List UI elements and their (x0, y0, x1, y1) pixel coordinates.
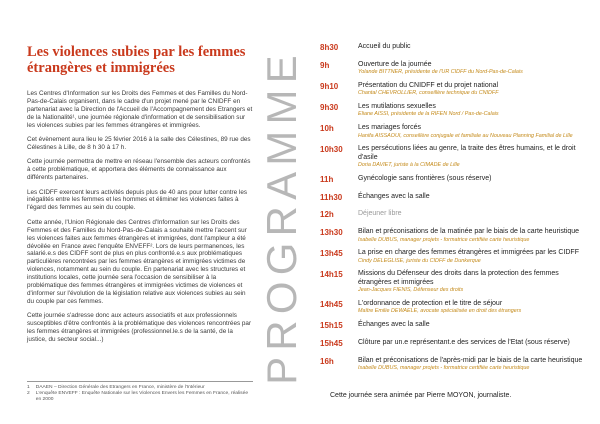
schedule-time: 15h45 (320, 338, 343, 348)
schedule-title: Bilan et préconisations de la matinée par le biais de la carte heuristique (358, 228, 580, 236)
schedule-time: 10h (320, 124, 334, 134)
schedule-speaker: Hanifa AISSAOUI, conseillère conjugale et familiale au Nouveau Planning Familial de Lille (358, 132, 573, 139)
schedule-time: 11h (320, 175, 334, 185)
intro-column (27, 44, 253, 350)
schedule-title: Accueil du public (358, 43, 411, 50)
page-title: Les violences subies par les femmes étrangères et immigrées (27, 44, 246, 76)
schedule-body (358, 124, 590, 139)
schedule-item (320, 175, 590, 185)
schedule-body (358, 300, 590, 315)
schedule-body (358, 175, 590, 185)
schedule-time: 14h45 (320, 300, 343, 310)
schedule-item (320, 61, 590, 76)
schedule-item (320, 357, 590, 372)
schedule-title: Gynécologie sans frontières (sous réserve) (358, 175, 492, 183)
schedule-body (358, 321, 590, 331)
schedule-speaker: Isabelle DUBUS, manager projets - formatrice certifiée carte heuristique (358, 236, 530, 243)
schedule-title: La prise en charge des femmes étrangères et immigrées par les CIDFF (358, 249, 579, 257)
schedule-item (320, 270, 590, 293)
schedule-speaker: Maître Emilie DEWAELE, avocate spécialisée en droit des étrangers (358, 308, 522, 315)
intro-paragraph: Cet évènement aura lieu le 25 février 2016 à la salle des Célestines, 89 rue des Célestines à Lille, de 8 h 30 à 17 h. (27, 136, 251, 151)
programme-heading: PROGRAMME (258, 49, 305, 385)
intro-paragraph: Cette journée permettra de mettre en réseau l'ensemble des acteurs confrontés à cette problématique, et apportera des éléments de connaissance aux différents partenaires. (27, 158, 251, 182)
schedule-body (358, 82, 590, 97)
schedule-time: 8h30 (320, 43, 339, 52)
schedule-title: Déjeuner libre (358, 210, 402, 218)
footnote-number: 2 (27, 390, 30, 396)
schedule-time: 14h15 (320, 270, 343, 280)
schedule-item (320, 145, 590, 168)
schedule-time: 16h (320, 356, 334, 366)
schedule-item (320, 124, 590, 139)
schedule-item (320, 43, 590, 53)
footnote-text: L'enquête ENVEFF : Enquête Nationale sur les Violences Envers les Femmes en France, réalisée en 2000 (35, 390, 249, 402)
schedule-title: Les mutilations sexuelles (358, 103, 436, 111)
schedule-speaker: Doria DAVIET, juriste à la CIMADE de Lille (358, 162, 460, 169)
schedule-body (358, 339, 590, 349)
schedule-item (320, 228, 590, 243)
intro-paragraph: Cette année, l'Union Régionale des Centres d'Information sur les Droits des Femmes et des Familles du Nord-Pas-de-Calais a souhaité mettre l'accent sur les violences faites aux femmes étrangères et immigrées, dont l'ampleur a été dévoilée en France avec l'enquête ENVEFF². Lors de leurs permanences, les salarié.e.s des CIDFF sont de plus en plus confronté.e.s aux problématiques particulières rencontrées par les femmes étrangères et immigrées victimes de violences, notamment au sein du couple. En partenariat avec les structures et institutions locales, cette journée sera l'occasion de sensibiliser à la problématique des femmes étrangères et immigrées victimes de violences et d'informer sur l'évolution de la législation relative aux violences subies au sein du couple par ces femmes. (27, 218, 247, 305)
schedule-time: 10h30 (320, 145, 343, 155)
schedule-speaker: Chantal CHEVROLLIER, conseillère technique du CNIDFF (358, 90, 499, 97)
schedule-time: 9h (320, 60, 330, 70)
schedule-speaker: Eliane AISSI, présidente de la RIFEN Nord / Pas-de-Calais (358, 111, 499, 118)
schedule-title: Bilan et préconisations de l'après-midi par le biais de la carte heuristique (358, 356, 583, 364)
schedule-speaker: Isabelle DUBUS, manager projets - formatrice certifiée carte heuristique (358, 365, 530, 372)
schedule-title: Échanges avec la salle (358, 192, 430, 200)
schedule-item (320, 193, 590, 203)
schedule-body (358, 249, 590, 264)
intro-paragraph: Cette journée s'adresse donc aux acteurs associatifs et aux professionnels susceptibles d'être confrontés à la problématique des violences rencontrées par les femmes étrangères et immigrées (professionnel.le.s de la santé, de la justice, du secteur social...) (27, 312, 252, 343)
schedule-body (358, 357, 590, 372)
schedule-title: Les mariages forcés (358, 124, 422, 132)
schedule-item (320, 321, 590, 331)
schedule-item (320, 249, 590, 264)
schedule-time: 9h10 (320, 81, 339, 91)
schedule-time: 15h15 (320, 321, 343, 331)
programme-schedule (320, 43, 590, 378)
schedule-time: 12h (320, 210, 334, 220)
schedule-title: Les persécutions liées au genre, la traite des êtres humains, et le droit d'asile (358, 145, 576, 161)
schedule-title: Échanges avec la salle (358, 321, 430, 329)
schedule-item (320, 300, 590, 315)
schedule-time: 11h30 (320, 192, 343, 202)
schedule-body (358, 145, 590, 168)
schedule-title: L'ordonnance de protection et le titre de séjour (358, 300, 503, 308)
schedule-body (358, 193, 590, 203)
schedule-item (320, 339, 590, 349)
closing-note: Cette journée sera animée par Pierre MOYON, journaliste. (330, 392, 512, 399)
intro-paragraph: Les Centres d'Information sur les Droits des Femmes et des Familles du Nord-Pas-de-Calais organisent, dans le cadre d'un projet mené par le CNIDFF en partenariat avec la Direction de l'Accueil de l'Accompagnement des Etrangers et de la Nationalité¹, une journée régionale d'information et de sensibilisation sur les violences subies par les femmes étrangères et immigrées. (27, 90, 253, 129)
intro-paragraph: Les CIDFF exercent leurs activités depuis plus de 40 ans pour lutter contre les inégalités entre les femmes et les hommes et éliminer les violences faites à l'égard des femmes au sein du couple. (27, 188, 248, 212)
schedule-body (358, 270, 590, 293)
schedule-time: 13h45 (320, 249, 343, 259)
schedule-title: Clôture par un.e représentant.e des services de l'Etat (sous réserve) (358, 338, 570, 346)
schedule-speaker: Jean-Jacques FIENIS, Défenseur des droits (358, 287, 464, 294)
schedule-item (320, 103, 590, 118)
schedule-body (358, 228, 590, 243)
schedule-body (358, 210, 590, 220)
footnote-text: DAAEN – Direction Générale des Etrangers en France, ministère de l'Intérieur (35, 385, 205, 390)
schedule-body (358, 103, 590, 118)
schedule-title: Présentation du CNIDFF et du projet national (358, 81, 499, 89)
footnote (27, 391, 253, 403)
footnote-number: 1 (27, 385, 30, 390)
schedule-title: Missions du Défenseur des droits dans la protection des femmes étrangères et immigrées (358, 270, 559, 286)
schedule-item (320, 82, 590, 97)
schedule-time: 13h30 (320, 228, 343, 238)
schedule-body (358, 61, 590, 76)
footnotes (27, 381, 253, 403)
schedule-speaker: Cindy DELEGLISE, juriste du CIDFF de Dunkerque (358, 257, 481, 264)
schedule-body (358, 43, 590, 53)
programme-heading-wrapper (259, 46, 305, 388)
schedule-title: Ouverture de la journée (358, 60, 432, 68)
schedule-time: 9h30 (320, 103, 339, 113)
schedule-speaker: Yolande BITTNER, présidente de l'UR CIDFF du Nord-Pas-de-Calais (358, 69, 523, 76)
schedule-item (320, 210, 590, 220)
